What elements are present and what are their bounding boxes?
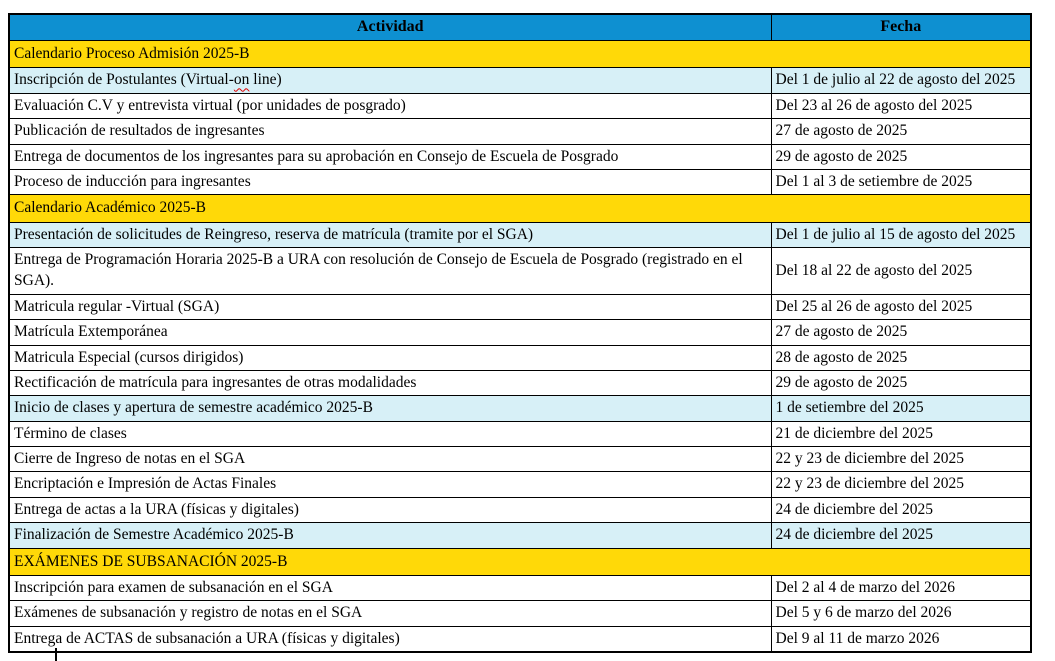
date-cell: 21 de diciembre del 2025 [771, 421, 1031, 446]
activity-cell: Inscripción de Postulantes (Virtual-on line) [9, 68, 771, 93]
date-cell: 22 y 23 de diciembre del 2025 [771, 447, 1031, 472]
date-cell: Del 23 al 26 de agosto del 2025 [771, 93, 1031, 118]
date-cell: 27 de agosto de 2025 [771, 320, 1031, 345]
activity-cell: Entrega de actas a la URA (físicas y digitales) [9, 497, 771, 522]
text-cursor[interactable] [55, 648, 57, 661]
date-cell: Del 18 al 22 de agosto del 2025 [771, 248, 1031, 295]
table-row [9, 294, 1031, 319]
activity-cell: Proceso de inducción para ingresantes [9, 169, 771, 194]
activity-cell: Inscripción para examen de subsanación en el SGA [9, 575, 771, 600]
activity-cell: Presentación de solicitudes de Reingreso, reserva de matrícula (tramite por el SGA) [9, 222, 771, 247]
activity-cell: Término de clases [9, 421, 771, 446]
table-row [9, 601, 1031, 626]
activity-cell: Cierre de Ingreso de notas en el SGA [9, 447, 771, 472]
activity-cell: Finalización de Semestre Académico 2025-B [9, 523, 771, 548]
activity-cell: Matricula Especial (cursos dirigidos) [9, 345, 771, 370]
table-row [9, 222, 1031, 247]
date-cell: 22 y 23 de diciembre del 2025 [771, 472, 1031, 497]
date-cell: 27 de agosto de 2025 [771, 119, 1031, 144]
table-row [9, 345, 1031, 370]
academic-calendar-table [8, 13, 1032, 653]
table-row [9, 472, 1031, 497]
date-cell: 28 de agosto de 2025 [771, 345, 1031, 370]
date-cell: Del 5 y 6 de marzo del 2026 [771, 601, 1031, 626]
activity-cell: Entrega de Programación Horaria 2025-B a URA con resolución de Consejo de Escuela de Posgrado (registrado en el SGA). [9, 248, 771, 295]
date-cell: 1 de setiembre del 2025 [771, 396, 1031, 421]
section-title-cell: Calendario Proceso Admisión 2025-B [9, 41, 1031, 68]
activity-cell: Matricula regular -Virtual (SGA) [9, 294, 771, 319]
table-row [9, 320, 1031, 345]
date-cell: 29 de agosto de 2025 [771, 370, 1031, 395]
table-row [9, 523, 1031, 548]
table-header [9, 14, 1031, 41]
activity-cell: Inicio de clases y apertura de semestre académico 2025-B [9, 396, 771, 421]
table-row [9, 497, 1031, 522]
table-row [9, 169, 1031, 194]
date-cell: Del 25 al 26 de agosto del 2025 [771, 294, 1031, 319]
section-row [9, 548, 1031, 575]
header-row [9, 14, 1031, 41]
date-cell: Del 2 al 4 de marzo del 2026 [771, 575, 1031, 600]
section-row [9, 41, 1031, 68]
date-cell: 29 de agosto de 2025 [771, 144, 1031, 169]
table-row [9, 626, 1031, 652]
table-row [9, 447, 1031, 472]
date-cell: 24 de diciembre del 2025 [771, 523, 1031, 548]
activity-cell: Evaluación C.V y entrevista virtual (por unidades de posgrado) [9, 93, 771, 118]
activity-cell: Matrícula Extemporánea [9, 320, 771, 345]
activity-cell: Publicación de resultados de ingresantes [9, 119, 771, 144]
date-cell: Del 1 de julio al 22 de agosto del 2025 [771, 68, 1031, 93]
activity-cell: Encriptación e Impresión de Actas Finales [9, 472, 771, 497]
activity-cell: Entrega de documentos de los ingresantes para su aprobación en Consejo de Escuela de Posgrado [9, 144, 771, 169]
section-row [9, 195, 1031, 222]
misspelled-word: on [233, 71, 250, 89]
table-row [9, 93, 1031, 118]
section-title-cell: EXÁMENES DE SUBSANACIÓN 2025-B [9, 548, 1031, 575]
table-row [9, 144, 1031, 169]
table-row [9, 248, 1031, 295]
table-row [9, 421, 1031, 446]
table-row [9, 119, 1031, 144]
activity-cell: Rectificación de matrícula para ingresantes de otras modalidades [9, 370, 771, 395]
table-row [9, 68, 1031, 93]
activity-cell: Exámenes de subsanación y registro de notas en el SGA [9, 601, 771, 626]
activity-cell: Entrega de ACTAS de subsanación a URA (físicas y digitales) [9, 626, 771, 652]
date-cell: Del 1 al 3 de setiembre de 2025 [771, 169, 1031, 194]
column-header-fecha: Fecha [771, 14, 1031, 41]
date-cell: 24 de diciembre del 2025 [771, 497, 1031, 522]
table-row [9, 575, 1031, 600]
section-title-cell: Calendario Académico 2025-B [9, 195, 1031, 222]
table-row [9, 396, 1031, 421]
table-row [9, 370, 1031, 395]
table-body [9, 41, 1031, 653]
date-cell: Del 1 de julio al 15 de agosto del 2025 [771, 222, 1031, 247]
date-cell: Del 9 al 11 de marzo 2026 [771, 626, 1031, 652]
column-header-actividad: Actividad [9, 14, 771, 41]
